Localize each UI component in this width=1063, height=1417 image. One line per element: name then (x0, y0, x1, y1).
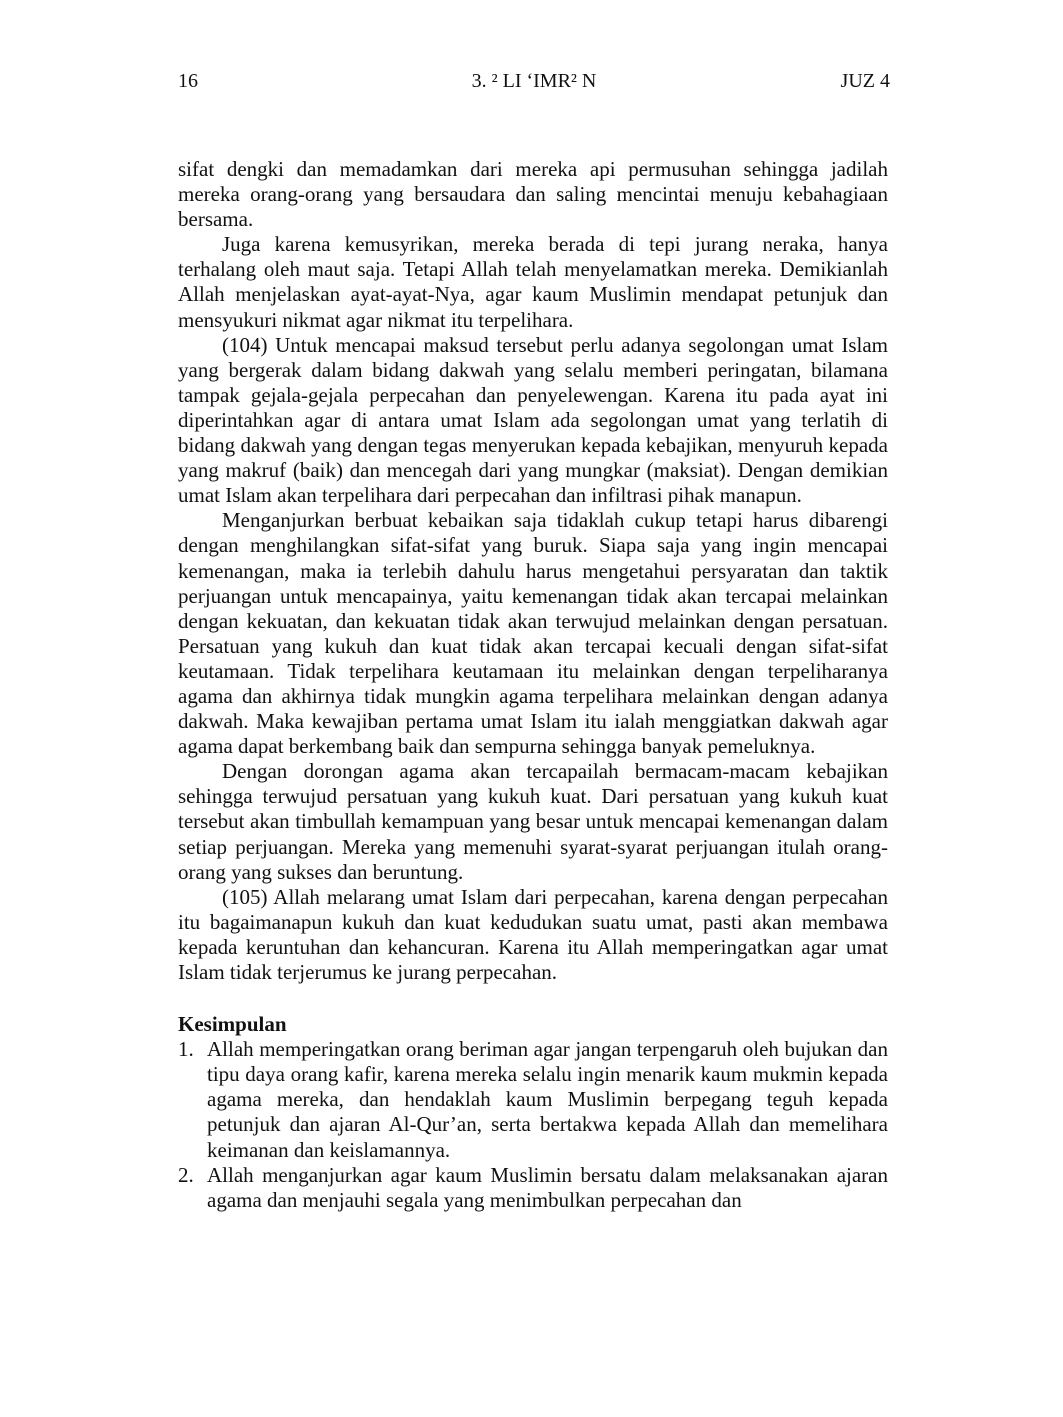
list-item-text: Allah menganjurkan agar kaum Muslimin bersatu dalam melaksanakan ajaran agama dan menjauhi segala yang menimbulkan perpecahan dan (207, 1162, 888, 1212)
list-number: 1. (178, 1037, 194, 1062)
paragraph: Dengan dorongan agama akan tercapailah bermacam-macam kebajikan sehingga terwujud persatuan yang kukuh kuat. Dari persatuan yang kukuh kuat tersebut akan timbullah kemampuan yang besar untuk mencapai kemenangan dalam setiap perjuangan. Mereka yang memenuhi syarat-syarat perjuangan itulah orang-orang yang sukses dan beruntung. (178, 759, 888, 884)
paragraph-verse-105: (105) Allah melarang umat Islam dari perpecahan, karena dengan perpecahan itu bagaimanapun kukuh dan kuat kedudukan suatu umat, pasti akan membawa kepada keruntuhan dan kehancuran. Karena itu Allah memperingatkan agar umat Islam tidak terjerumus ke jurang perpecahan. (178, 884, 888, 984)
paragraph-continuation: sifat dengki dan memadamkan dari mereka api permusuhan sehingga jadilah mereka orang-orang yang bersaudara dan saling mencintai menuju kebahagiaan bersama. (178, 157, 888, 232)
paragraph: Menganjurkan berbuat kebaikan saja tidaklah cukup tetapi harus dibarengi dengan menghilangkan sifat-sifat yang buruk. Siapa saja yang ingin mencapai kemenangan, maka ia terlebih dahulu harus mengetahui persyaratan dan taktik perjuangan untuk mencapainya, yaitu kemenangan tidak akan tercapai melainkan dengan kekuatan, dan kekuatan tidak akan terwujud melainkan dengan persatuan. Persatuan yang kukuh dan kuat tidak akan tercapai kecuali dengan sifat-sifat keutamaan. Tidak terpelihara keutamaan itu melainkan dengan terpeliharanya agama dan akhirnya tidak mungkin agama terpelihara melainkan dengan adanya dakwah. Maka kewajiban pertama umat Islam itu ialah menggiatkan dakwah agar agama dapat berkembang baik dan sempurna sehingga banyak pemeluknya. (178, 508, 888, 759)
page-body (178, 157, 888, 1213)
juz-label: JUZ 4 (840, 70, 890, 92)
list-item-text: Allah memperingatkan orang beriman agar jangan terpengaruh oleh bujukan dan tipu daya orang kafir, karena mereka selalu ingin menarik kaum mukmin kepada agama mereka, dan hendaklah kaum Muslimin berpegang teguh kepada petunjuk dan ajaran Al-Qur’an, serta bertakwa kepada Allah dan memelihara keimanan dan keislamannya. (207, 1037, 888, 1162)
list-number: 2. (178, 1162, 194, 1187)
conclusion-list (178, 1037, 888, 1213)
paragraph-verse-104: (104) Untuk mencapai maksud tersebut perlu adanya segolongan umat Islam yang bergerak dalam bidang dakwah yang selalu memberi peringatan, bilamana tampak gejala-gejala perpecahan dan penyelewengan. Karena itu pada ayat ini diperintahkan agar di antara umat Islam ada segolongan umat yang terlatih di bidang dakwah yang dengan tegas menyerukan kepada kebajikan, menyuruh kepada yang makruf (baik) dan mencegah dari yang mungkar (maksiat). Dengan demikian umat Islam akan terpelihara dari perpecahan dan infiltrasi pihak manapun. (178, 332, 888, 508)
conclusion-item (178, 1163, 888, 1213)
paragraph: Juga karena kemusyrikan, mereka berada di tepi jurang neraka, hanya terhalang oleh maut saja. Tetapi Allah telah menyelamatkan mereka. Demikianlah Allah menjelaskan ayat-ayat-Nya, agar kaum Muslimin mendapat petunjuk dan mensyukuri nikmat agar nikmat itu terpelihara. (178, 232, 888, 332)
section-heading-conclusion: Kesimpulan (178, 1012, 287, 1037)
conclusion-item (178, 1037, 888, 1162)
page-number: 16 (178, 70, 198, 92)
page-header (178, 70, 890, 100)
chapter-title: 3. ² LI ‘IMR² N (471, 70, 597, 92)
